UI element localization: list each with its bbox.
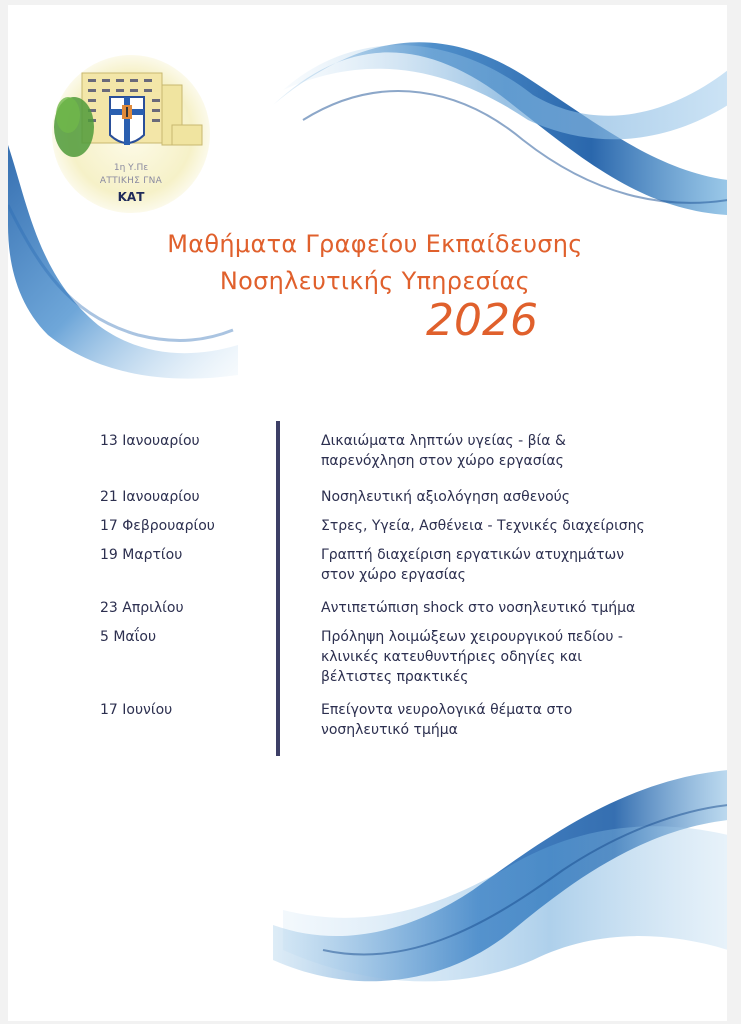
hospital-logo xyxy=(52,55,210,213)
schedule-topic: Στρες, Υγεία, Ασθένεια - Τεχνικές διαχείρισης xyxy=(321,518,645,534)
schedule-topic: Πρόληψη λοιμώξεων χειρουργικού πεδίου - κλινικές κατευθυντήριες οδηγίες και βέλτιστες πρακτικές xyxy=(321,629,623,685)
schedule-topic: Δικαιώματα ληπτών υγείας - βία & παρενόχληση στον χώρο εργασίας xyxy=(321,433,566,469)
schedule-date: 17 Ιουνίου xyxy=(100,702,173,718)
schedule-date: 17 Φεβρουαρίου xyxy=(100,518,215,534)
schedule-date: 13 Ιανουαρίου xyxy=(100,433,200,449)
schedule-topic: Νοσηλευτική αξιολόγηση ασθενούς xyxy=(321,489,570,505)
schedule-divider xyxy=(276,421,280,756)
schedule-topic: Επείγοντα νευρολογικά θέματα στο νοσηλευτικό τμήμα xyxy=(321,702,573,738)
schedule-date: 21 Ιανουαρίου xyxy=(100,489,200,505)
schedule-topic: Αντιπετώπιση shock στο νοσηλευτικό τμήμα xyxy=(321,600,636,616)
title-year: 2026 xyxy=(426,295,538,346)
schedule-topic: Γραπτή διαχείριση εργατικών ατυχημάτων στον χώρο εργασίας xyxy=(321,547,625,583)
title-line-1: Μαθήματα Γραφείου Εκπαίδευσης xyxy=(167,230,583,258)
schedule-date: 19 Μαρτίου xyxy=(100,547,183,563)
decorative-wave-top xyxy=(263,10,727,235)
schedule-date: 23 Απριλίου xyxy=(100,600,184,616)
schedule-date: 5 Μαΐου xyxy=(100,629,157,645)
poster-page xyxy=(8,5,727,1021)
decorative-wave-bottom xyxy=(263,760,727,1015)
logo-text-kat: ΚΑΤ xyxy=(117,190,145,204)
logo-text-hospital: ΑΤΤΙΚΗΣ ΓΝΑ xyxy=(99,176,163,186)
logo-text-region: 1η Υ.Πε xyxy=(113,163,149,173)
title-line-2: Νοσηλευτικής Υπηρεσίας xyxy=(219,267,531,295)
